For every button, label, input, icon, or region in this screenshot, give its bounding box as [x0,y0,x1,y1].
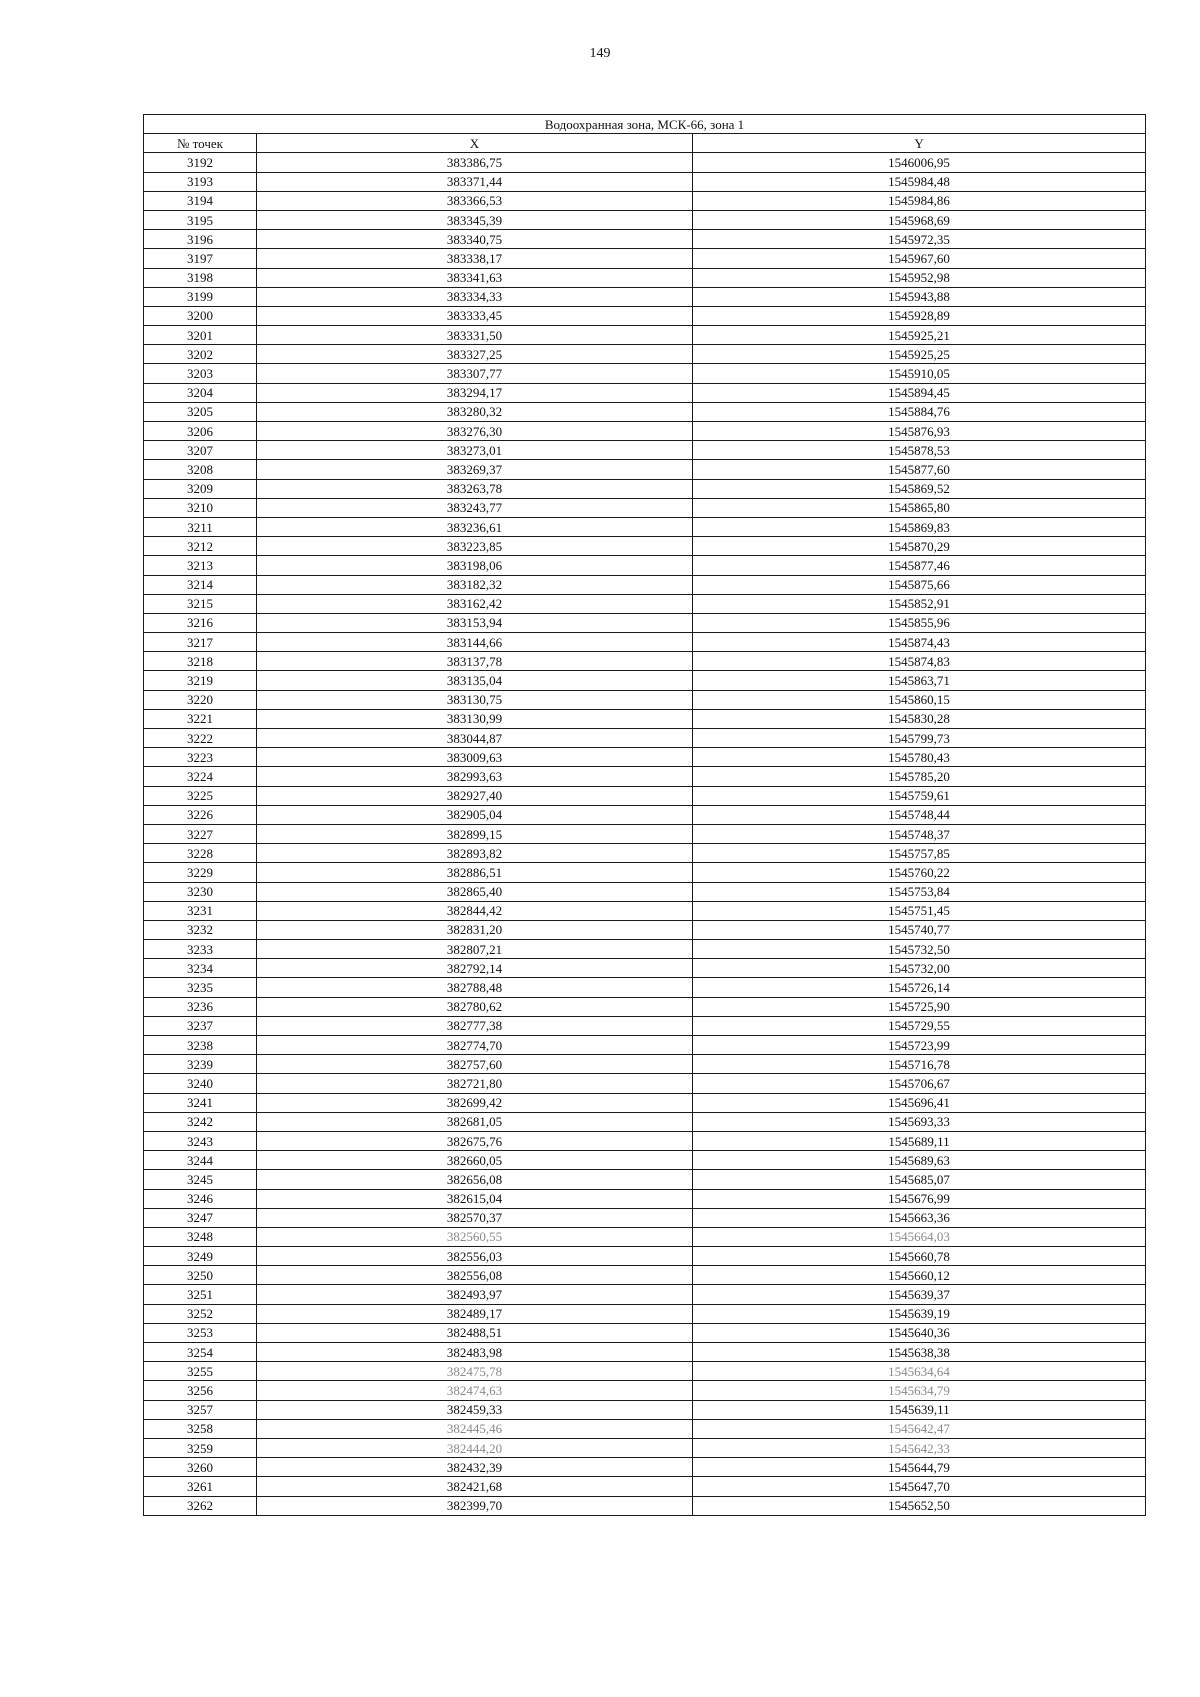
y-cell: 1545729,55 [693,1016,1146,1035]
point-number-cell: 3256 [144,1381,257,1400]
table-row [144,422,1146,441]
y-cell: 1545639,11 [693,1400,1146,1419]
y-cell: 1545863,71 [693,671,1146,690]
x-cell: 383345,39 [257,210,693,229]
y-cell: 1545972,35 [693,230,1146,249]
y-cell: 1545952,98 [693,268,1146,287]
x-cell: 382899,15 [257,824,693,843]
y-cell: 1545799,73 [693,729,1146,748]
point-number-cell: 3206 [144,422,257,441]
y-cell: 1545852,91 [693,594,1146,613]
point-number-cell: 3215 [144,594,257,613]
x-cell: 382493,97 [257,1285,693,1304]
table-row [144,210,1146,229]
x-cell: 383280,32 [257,402,693,421]
point-number-cell: 3261 [144,1477,257,1496]
point-number-cell: 3244 [144,1151,257,1170]
y-cell: 1545642,47 [693,1419,1146,1438]
y-cell: 1545634,64 [693,1362,1146,1381]
x-cell: 383044,87 [257,729,693,748]
x-cell: 382432,39 [257,1458,693,1477]
y-cell: 1545884,76 [693,402,1146,421]
x-cell: 382774,70 [257,1036,693,1055]
point-number-cell: 3200 [144,306,257,325]
point-number-cell: 3219 [144,671,257,690]
table-row [144,1055,1146,1074]
x-cell: 383294,17 [257,383,693,402]
y-cell: 1545928,89 [693,306,1146,325]
x-cell: 383153,94 [257,613,693,632]
point-number-cell: 3196 [144,230,257,249]
point-number-cell: 3202 [144,345,257,364]
table-row [144,633,1146,652]
table-row [144,978,1146,997]
y-cell: 1545725,90 [693,997,1146,1016]
point-number-cell: 3242 [144,1112,257,1131]
x-cell: 383009,63 [257,748,693,767]
point-number-cell: 3239 [144,1055,257,1074]
table-row [144,1112,1146,1131]
header-x: X [257,134,693,153]
x-cell: 382993,63 [257,767,693,786]
point-number-cell: 3252 [144,1304,257,1323]
table-row [144,709,1146,728]
y-cell: 1545732,50 [693,940,1146,959]
point-number-cell: 3224 [144,767,257,786]
x-cell: 383334,33 [257,287,693,306]
y-cell: 1545869,52 [693,479,1146,498]
x-cell: 382675,76 [257,1131,693,1150]
point-number-cell: 3255 [144,1362,257,1381]
x-cell: 382475,78 [257,1362,693,1381]
y-cell: 1545664,03 [693,1227,1146,1246]
point-number-cell: 3259 [144,1438,257,1457]
x-cell: 382488,51 [257,1323,693,1342]
table-row [144,940,1146,959]
point-number-cell: 3205 [144,402,257,421]
x-cell: 383273,01 [257,441,693,460]
y-cell: 1545780,43 [693,748,1146,767]
point-number-cell: 3240 [144,1074,257,1093]
x-cell: 383371,44 [257,172,693,191]
point-number-cell: 3203 [144,364,257,383]
point-number-cell: 3234 [144,959,257,978]
y-cell: 1545875,66 [693,575,1146,594]
table-row [144,805,1146,824]
x-cell: 383135,04 [257,671,693,690]
table-row [144,575,1146,594]
y-cell: 1545638,38 [693,1343,1146,1362]
point-number-cell: 3227 [144,824,257,843]
table-row [144,824,1146,843]
x-cell: 382757,60 [257,1055,693,1074]
table-row [144,1074,1146,1093]
table-row [144,729,1146,748]
table-row [144,1227,1146,1246]
point-number-cell: 3257 [144,1400,257,1419]
table-row [144,1477,1146,1496]
x-cell: 382721,80 [257,1074,693,1093]
table-row [144,959,1146,978]
x-cell: 383182,32 [257,575,693,594]
x-cell: 382886,51 [257,863,693,882]
point-number-cell: 3237 [144,1016,257,1035]
table-row [144,652,1146,671]
x-cell: 383276,30 [257,422,693,441]
table-row [144,268,1146,287]
y-cell: 1545639,37 [693,1285,1146,1304]
point-number-cell: 3201 [144,326,257,345]
y-cell: 1545968,69 [693,210,1146,229]
table-row [144,882,1146,901]
table-row [144,901,1146,920]
coordinates-table [143,114,1146,1516]
table-row [144,1362,1146,1381]
point-number-cell: 3236 [144,997,257,1016]
x-cell: 383386,75 [257,153,693,172]
point-number-cell: 3197 [144,249,257,268]
table-row [144,306,1146,325]
table-row [144,786,1146,805]
point-number-cell: 3195 [144,210,257,229]
x-cell: 383333,45 [257,306,693,325]
x-cell: 382399,70 [257,1496,693,1515]
x-cell: 383137,78 [257,652,693,671]
point-number-cell: 3250 [144,1266,257,1285]
point-number-cell: 3225 [144,786,257,805]
y-cell: 1545726,14 [693,978,1146,997]
table-row [144,920,1146,939]
table-row [144,1285,1146,1304]
y-cell: 1545785,20 [693,767,1146,786]
table-row [144,326,1146,345]
table-row [144,1247,1146,1266]
point-number-cell: 3243 [144,1131,257,1150]
point-number-cell: 3213 [144,556,257,575]
x-cell: 383236,61 [257,517,693,536]
y-cell: 1545647,70 [693,1477,1146,1496]
x-cell: 382656,08 [257,1170,693,1189]
x-cell: 383130,99 [257,709,693,728]
table-row [144,671,1146,690]
header-point-number: № точек [144,134,257,153]
y-cell: 1545706,67 [693,1074,1146,1093]
table-row [144,460,1146,479]
header-y: Y [693,134,1146,153]
table-row [144,1151,1146,1170]
x-cell: 382865,40 [257,882,693,901]
y-cell: 1545660,12 [693,1266,1146,1285]
x-cell: 382844,42 [257,901,693,920]
x-cell: 382459,33 [257,1400,693,1419]
point-number-cell: 3217 [144,633,257,652]
point-number-cell: 3192 [144,153,257,172]
y-cell: 1545759,61 [693,786,1146,805]
x-cell: 382780,62 [257,997,693,1016]
y-cell: 1545753,84 [693,882,1146,901]
y-cell: 1545642,33 [693,1438,1146,1457]
y-cell: 1545855,96 [693,613,1146,632]
table-row [144,1343,1146,1362]
point-number-cell: 3260 [144,1458,257,1477]
x-cell: 383243,77 [257,498,693,517]
x-cell: 382699,42 [257,1093,693,1112]
x-cell: 382483,98 [257,1343,693,1362]
x-cell: 382489,17 [257,1304,693,1323]
table-row [144,364,1146,383]
y-cell: 1545716,78 [693,1055,1146,1074]
point-number-cell: 3253 [144,1323,257,1342]
point-number-cell: 3216 [144,613,257,632]
point-number-cell: 3229 [144,863,257,882]
point-number-cell: 3198 [144,268,257,287]
table-row [144,230,1146,249]
y-cell: 1545748,44 [693,805,1146,824]
y-cell: 1545660,78 [693,1247,1146,1266]
table-row [144,1093,1146,1112]
table-row [144,844,1146,863]
point-number-cell: 3218 [144,652,257,671]
table-row [144,345,1146,364]
point-number-cell: 3241 [144,1093,257,1112]
y-cell: 1545910,05 [693,364,1146,383]
table-row [144,1323,1146,1342]
table-row [144,1036,1146,1055]
x-cell: 382681,05 [257,1112,693,1131]
x-cell: 382556,03 [257,1247,693,1266]
y-cell: 1545830,28 [693,709,1146,728]
y-cell: 1545757,85 [693,844,1146,863]
table-row [144,690,1146,709]
point-number-cell: 3246 [144,1189,257,1208]
point-number-cell: 3231 [144,901,257,920]
point-number-cell: 3238 [144,1036,257,1055]
table-row [144,1170,1146,1189]
y-cell: 1545693,33 [693,1112,1146,1131]
point-number-cell: 3212 [144,537,257,556]
point-number-cell: 3245 [144,1170,257,1189]
point-number-cell: 3220 [144,690,257,709]
y-cell: 1545925,25 [693,345,1146,364]
table-row [144,537,1146,556]
x-cell: 382893,82 [257,844,693,863]
y-cell: 1545877,60 [693,460,1146,479]
table-row [144,153,1146,172]
table-row [144,441,1146,460]
point-number-cell: 3230 [144,882,257,901]
x-cell: 383198,06 [257,556,693,575]
table-row [144,383,1146,402]
y-cell: 1545740,77 [693,920,1146,939]
y-cell: 1545984,86 [693,191,1146,210]
point-number-cell: 3222 [144,729,257,748]
point-number-cell: 3207 [144,441,257,460]
point-number-cell: 3232 [144,920,257,939]
table-row [144,1189,1146,1208]
y-cell: 1545967,60 [693,249,1146,268]
y-cell: 1545751,45 [693,901,1146,920]
point-number-cell: 3211 [144,517,257,536]
x-cell: 382444,20 [257,1438,693,1457]
table-body [144,153,1146,1515]
y-cell: 1545876,93 [693,422,1146,441]
x-cell: 382807,21 [257,940,693,959]
point-number-cell: 3193 [144,172,257,191]
page-number: 149 [589,46,611,61]
x-cell: 382570,37 [257,1208,693,1227]
table-row [144,1131,1146,1150]
point-number-cell: 3204 [144,383,257,402]
x-cell: 382615,04 [257,1189,693,1208]
y-cell: 1545685,07 [693,1170,1146,1189]
point-number-cell: 3208 [144,460,257,479]
point-number-cell: 3254 [144,1343,257,1362]
table-row [144,1496,1146,1515]
point-number-cell: 3258 [144,1419,257,1438]
table-row [144,402,1146,421]
point-number-cell: 3194 [144,191,257,210]
point-number-cell: 3226 [144,805,257,824]
x-cell: 383263,78 [257,479,693,498]
x-cell: 383341,63 [257,268,693,287]
point-number-cell: 3214 [144,575,257,594]
y-cell: 1545689,63 [693,1151,1146,1170]
y-cell: 1545696,41 [693,1093,1146,1112]
point-number-cell: 3235 [144,978,257,997]
table-row [144,1438,1146,1457]
point-number-cell: 3249 [144,1247,257,1266]
x-cell: 382474,63 [257,1381,693,1400]
x-cell: 383269,37 [257,460,693,479]
x-cell: 382660,05 [257,1151,693,1170]
x-cell: 383162,42 [257,594,693,613]
x-cell: 382556,08 [257,1266,693,1285]
point-number-cell: 3233 [144,940,257,959]
x-cell: 383366,53 [257,191,693,210]
x-cell: 382831,20 [257,920,693,939]
table-row [144,767,1146,786]
table-row [144,613,1146,632]
x-cell: 383331,50 [257,326,693,345]
y-cell: 1545652,50 [693,1496,1146,1515]
x-cell: 383340,75 [257,230,693,249]
table-row [144,1016,1146,1035]
table-title: Водоохранная зона, МСК-66, зона 1 [144,115,1146,134]
table-row [144,1208,1146,1227]
y-cell: 1545676,99 [693,1189,1146,1208]
table-row [144,594,1146,613]
point-number-cell: 3248 [144,1227,257,1246]
y-cell: 1546006,95 [693,153,1146,172]
y-cell: 1545760,22 [693,863,1146,882]
y-cell: 1545878,53 [693,441,1146,460]
y-cell: 1545874,83 [693,652,1146,671]
y-cell: 1545748,37 [693,824,1146,843]
point-number-cell: 3223 [144,748,257,767]
y-cell: 1545894,45 [693,383,1146,402]
table-row [144,172,1146,191]
x-cell: 382560,55 [257,1227,693,1246]
y-cell: 1545877,46 [693,556,1146,575]
y-cell: 1545869,83 [693,517,1146,536]
y-cell: 1545634,79 [693,1381,1146,1400]
table-row [144,1381,1146,1400]
table-row [144,1304,1146,1323]
y-cell: 1545639,19 [693,1304,1146,1323]
x-cell: 382445,46 [257,1419,693,1438]
point-number-cell: 3228 [144,844,257,863]
table-row [144,556,1146,575]
point-number-cell: 3199 [144,287,257,306]
point-number-cell: 3209 [144,479,257,498]
point-number-cell: 3210 [144,498,257,517]
table-row [144,1458,1146,1477]
table-row [144,498,1146,517]
x-cell: 383144,66 [257,633,693,652]
table-row [144,479,1146,498]
x-cell: 382421,68 [257,1477,693,1496]
y-cell: 1545870,29 [693,537,1146,556]
x-cell: 382905,04 [257,805,693,824]
x-cell: 383130,75 [257,690,693,709]
y-cell: 1545723,99 [693,1036,1146,1055]
y-cell: 1545925,21 [693,326,1146,345]
y-cell: 1545874,43 [693,633,1146,652]
table-row [144,287,1146,306]
y-cell: 1545644,79 [693,1458,1146,1477]
table-row [144,997,1146,1016]
table-row [144,517,1146,536]
table-row [144,863,1146,882]
x-cell: 383327,25 [257,345,693,364]
y-cell: 1545732,00 [693,959,1146,978]
point-number-cell: 3262 [144,1496,257,1515]
y-cell: 1545640,36 [693,1323,1146,1342]
table-row [144,1266,1146,1285]
y-cell: 1545860,15 [693,690,1146,709]
table-row [144,1419,1146,1438]
point-number-cell: 3247 [144,1208,257,1227]
y-cell: 1545984,48 [693,172,1146,191]
y-cell: 1545865,80 [693,498,1146,517]
y-cell: 1545943,88 [693,287,1146,306]
x-cell: 382788,48 [257,978,693,997]
x-cell: 383223,85 [257,537,693,556]
table-row [144,1400,1146,1419]
table-row [144,249,1146,268]
point-number-cell: 3251 [144,1285,257,1304]
table-row [144,191,1146,210]
x-cell: 382792,14 [257,959,693,978]
x-cell: 382927,40 [257,786,693,805]
table-row [144,748,1146,767]
x-cell: 383307,77 [257,364,693,383]
x-cell: 382777,38 [257,1016,693,1035]
y-cell: 1545663,36 [693,1208,1146,1227]
point-number-cell: 3221 [144,709,257,728]
x-cell: 383338,17 [257,249,693,268]
y-cell: 1545689,11 [693,1131,1146,1150]
